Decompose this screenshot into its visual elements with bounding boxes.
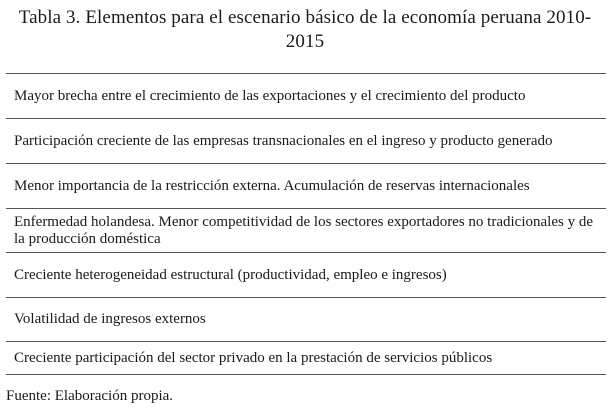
table-row: Mayor brecha entre el crecimiento de las exportaciones y el crecimiento del producto [6, 74, 606, 119]
table-row: Creciente participación del sector privado en la prestación de servicios públicos [6, 342, 606, 375]
table-row: Volatilidad de ingresos externos [6, 298, 606, 342]
table-row: Creciente heterogeneidad estructural (productividad, empleo e ingresos) [6, 253, 606, 298]
table-row: Participación creciente de las empresas transnacionales en el ingreso y producto generado [6, 119, 606, 164]
table-row: Menor importancia de la restricción externa. Acumulación de reservas internacionales [6, 164, 606, 209]
table-caption-line-1: Tabla 3. Elementos para el escenario básico de la economía peruana 2010- [18, 7, 592, 28]
table-caption [0, 6, 610, 54]
table-caption-line-2: 2015 [285, 31, 325, 52]
table-row: Enfermedad holandesa. Menor competitividad de los sectores exportadores no tradicionales y de la producción doméstica [6, 209, 606, 253]
elements-table [6, 73, 606, 375]
table-source-note: Fuente: Elaboración propia. [6, 388, 174, 404]
